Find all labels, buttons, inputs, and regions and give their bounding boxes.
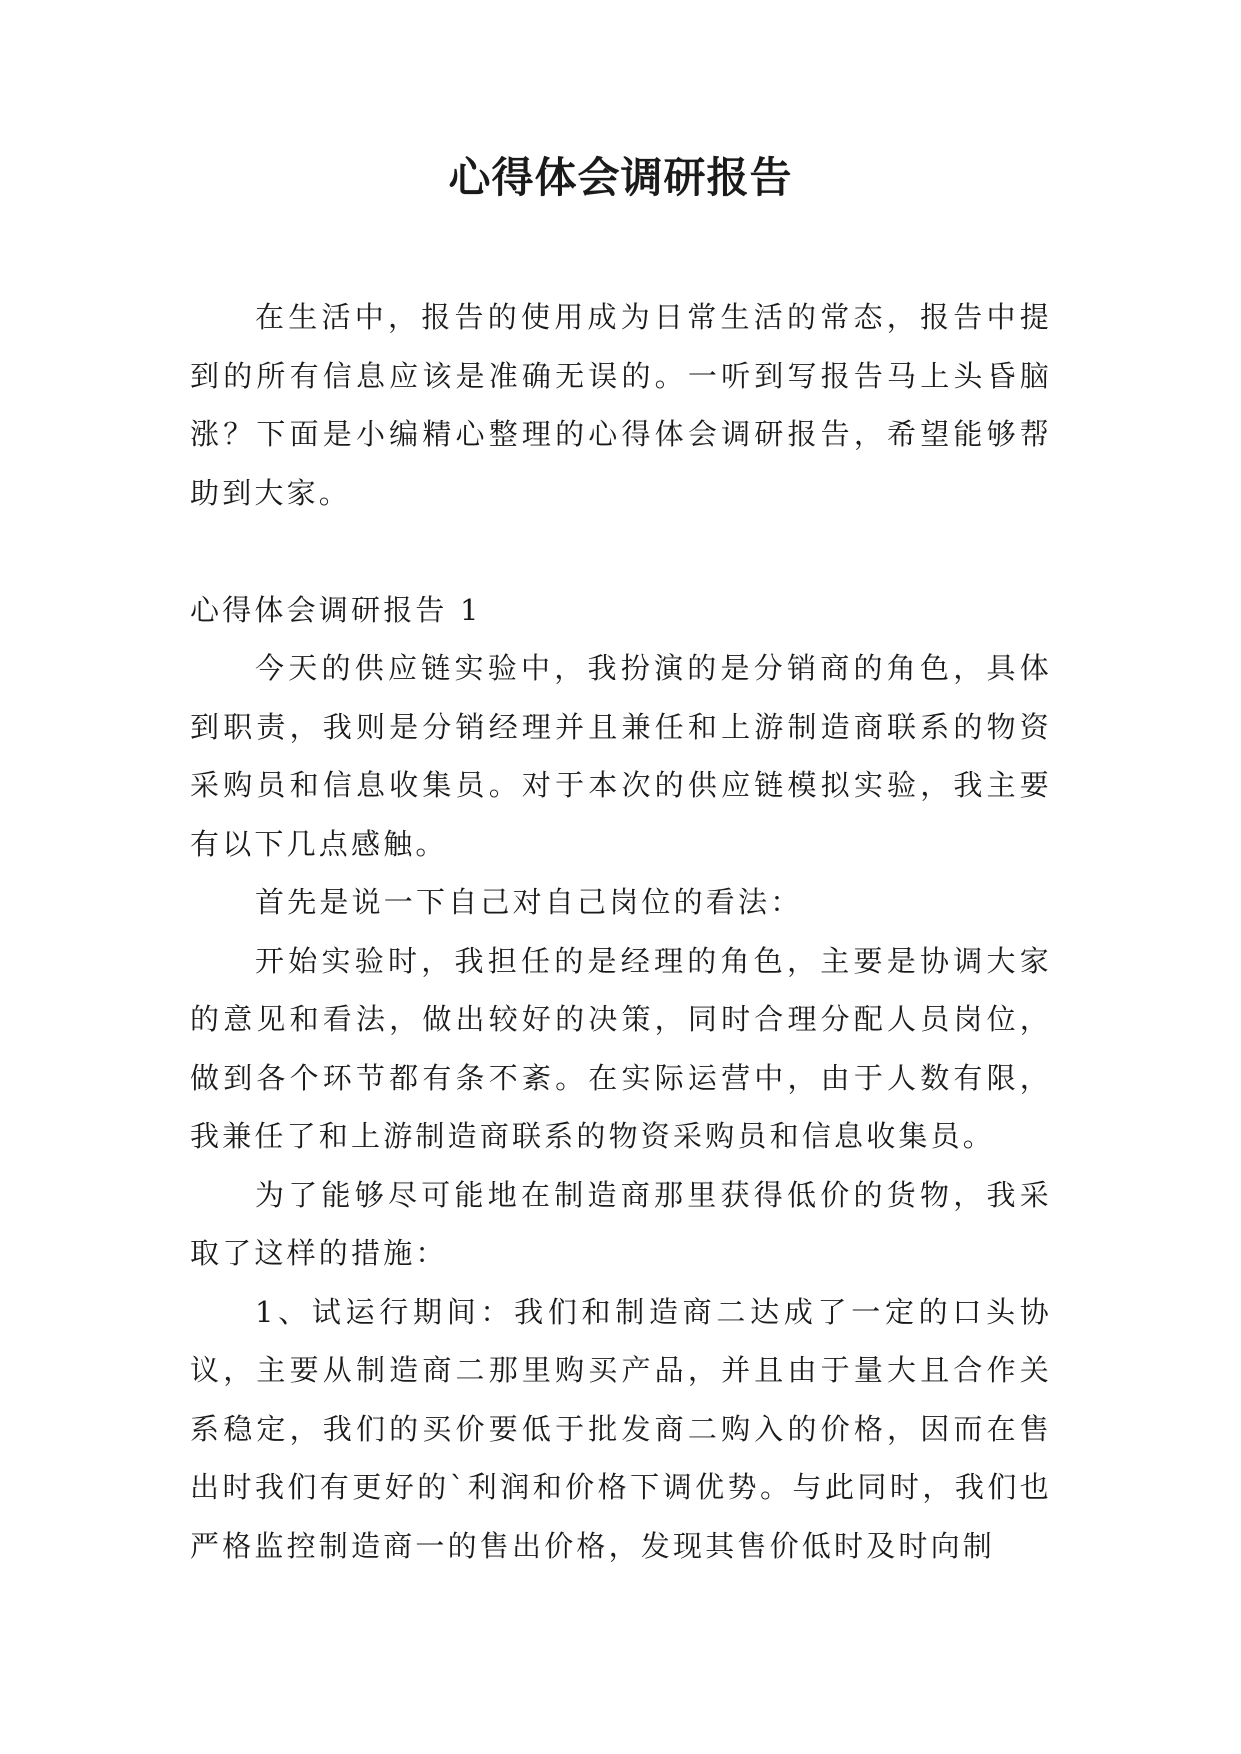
section-heading: 心得体会调研报告 1: [190, 592, 482, 627]
document-title: 心得体会调研报告: [448, 153, 793, 202]
body-paragraph-2: 首先是说一下自己对自己岗位的看法：: [255, 885, 803, 919]
body-paragraph-1: 今天的供应链实验中，我扮演的是分销商的角色，具体到职责，我则是分销经理并且兼任和上游制造商联系的物资采购员和信息收集员。对于本次的供应链模拟实验，我主要有以下几点感触。: [190, 651, 1052, 861]
body-paragraph-5: 1、试运行期间：我们和制造商二达成了一定的口头协议，主要从制造商二那里购买产品，并且由于量大且合作关系稳定，我们的买价要低于批发商二购入的价格，因而在售出时我们有更好的`利润和价格下调优势。与此同时，我们也严格监控制造商一的售出价格，发现其售价低时及时向制: [190, 1294, 1052, 1563]
body-paragraph-3: 开始实验时，我担任的是经理的角色，主要是协调大家的意见和看法，做出较好的决策，同时合理分配人员岗位，做到各个环节都有条不紊。在实际运营中，由于人数有限，我兼任了和上游制造商联系的物资采购员和信息收集员。: [190, 943, 1052, 1153]
document-body: [190, 288, 1052, 1575]
paragraph-gap: [190, 522, 1052, 581]
intro-paragraph: 在生活中，报告的使用成为日常生活的常态，报告中提到的所有信息应该是准确无误的。一听到写报告马上头昏脑涨？下面是小编精心整理的心得体会调研报告，希望能够帮助到大家。: [190, 300, 1052, 510]
body-paragraph-4: 为了能够尽可能地在制造商那里获得低价的货物，我采取了这样的措施：: [190, 1177, 1052, 1270]
